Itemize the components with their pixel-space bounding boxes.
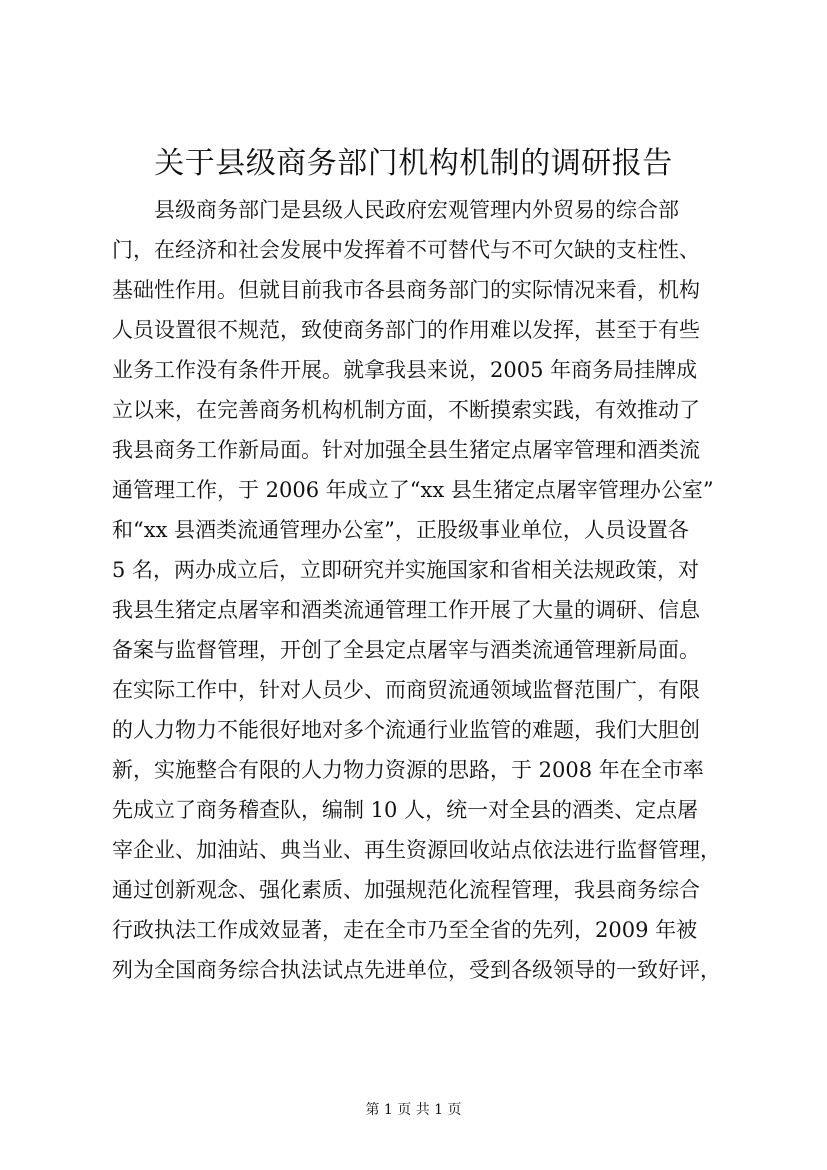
paragraph-line: 和“xx 县酒类流通管理办公室”，正股级事业单位，人员设置各 [112,518,689,542]
document-title: 关于县级商务部门机构机制的调研报告 [154,146,673,181]
paragraph-line: 我县生猪定点屠宰和酒类流通管理工作开展了大量的调研、信息 [112,598,700,622]
paragraph-line: 5 名，两办成立后，立即研究并实施国家和省相关法规政策，对 [112,558,700,582]
paragraph-line: 备案与监督管理，开创了全县定点屠宰与酒类流通管理新局面。 [112,638,700,662]
body-paragraph [112,190,742,990]
paragraph-line: 业务工作没有条件开展。就拿我县来说，2005 年商务局挂牌成 [112,358,698,382]
paragraph-line: 先成立了商务稽查队，编制 10 人，统一对全县的酒类、定点屠 [112,798,699,822]
paragraph-line: 人员设置很不规范，致使商务部门的作用难以发挥，甚至于有些 [112,318,700,342]
paragraph-line: 县级商务部门是县级人民政府宏观管理内外贸易的综合部 [154,198,679,222]
paragraph-line: 的人力物力不能很好地对多个流通行业监管的难题，我们大胆创 [112,718,700,742]
paragraph-line: 行政执法工作成效显著，走在全市乃至全省的先列，2009 年被 [112,918,698,942]
page-footer: 第 1 页 共 1 页 [365,1102,462,1118]
paragraph-line: 通管理工作，于 2006 年成立了“xx 县生猪定点屠宰管理办公室” [112,478,714,502]
paragraph-line: 宰企业、加油站、典当业、再生资源回收站点依法进行监督管理， [112,838,721,862]
paragraph-line: 列为全国商务综合执法试点先进单位，受到各级领导的一致好评， [112,958,721,982]
paragraph-line: 在实际工作中，针对人员少、而商贸流通领域监督范围广，有限 [112,678,700,702]
paragraph-line: 新，实施整合有限的人力物力资源的思路，于 2008 年在全市率 [112,758,704,782]
paragraph-line: 立以来，在完善商务机构机制方面，不断摸索实践，有效推动了 [112,398,700,422]
paragraph-line: 通过创新观念、强化素质、加强规范化流程管理，我县商务综合 [112,878,700,902]
paragraph-line: 我县商务工作新局面。针对加强全县生猪定点屠宰管理和酒类流 [112,438,700,462]
paragraph-line: 基础性作用。但就目前我市各县商务部门的实际情况来看，机构 [112,278,700,302]
paragraph-line: 门，在经济和社会发展中发挥着不可替代与不可欠缺的支柱性、 [112,238,700,262]
